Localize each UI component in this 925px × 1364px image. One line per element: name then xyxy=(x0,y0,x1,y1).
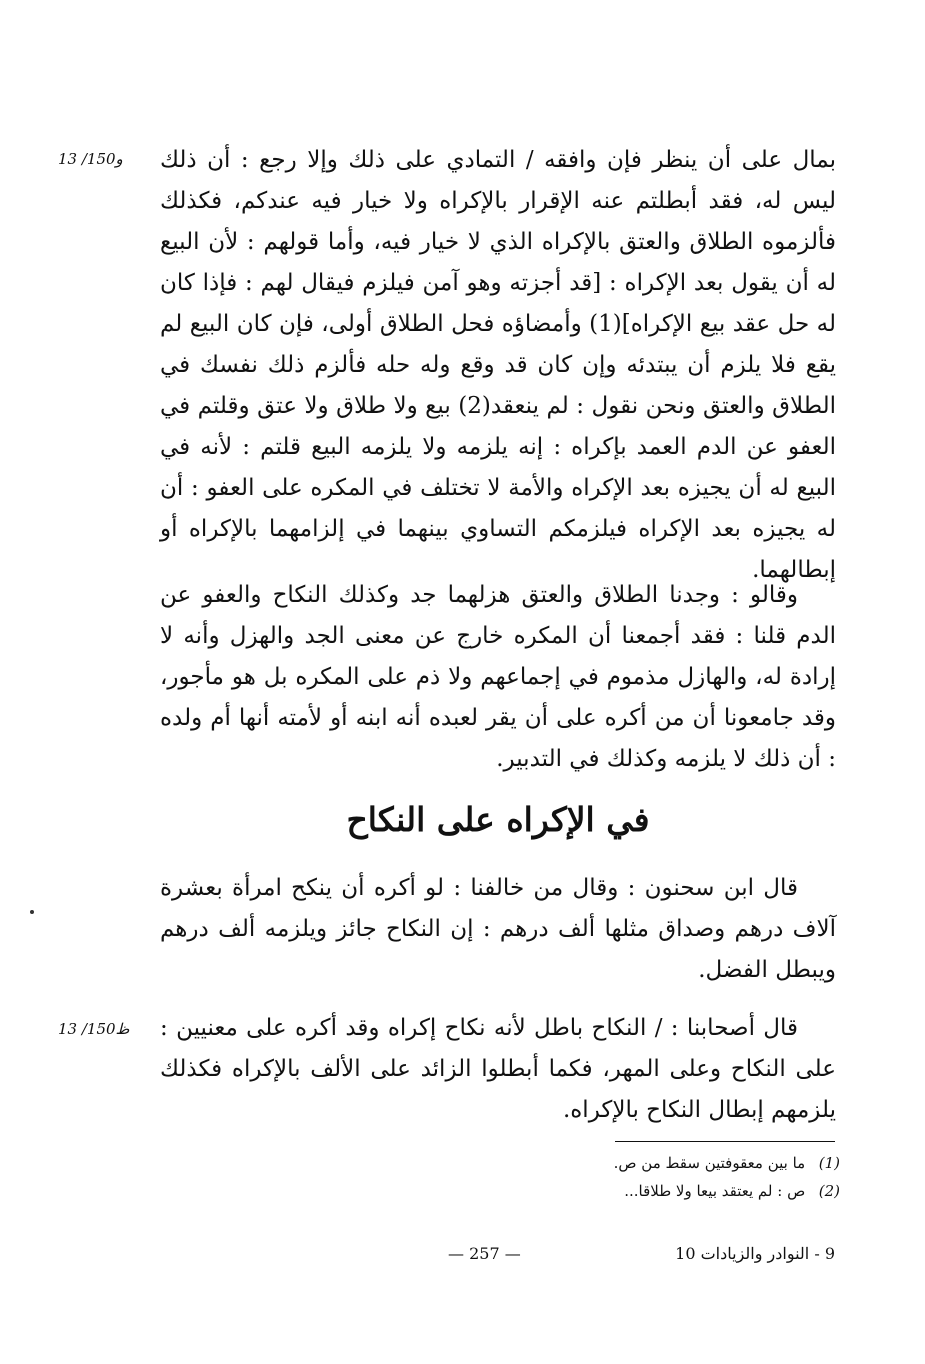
paragraph-1-block xyxy=(160,140,836,591)
paragraph-3: قال ابن سحنون : وقال من خالفنا : لو أكره أن ينكح امرأة بعشرة آلاف درهم وصداق مثلها ألف درهم : إن النكاح جائز ويلزمه ألف درهم ويبطل الفضل. xyxy=(160,875,836,983)
margin-reference-2: 13 /150ظ xyxy=(58,1020,130,1038)
section-heading: في الإكراه على النكاح xyxy=(346,800,650,839)
footnote-1 xyxy=(430,1152,840,1174)
footnote-2-text: ص : لم يعتقد بيعا ولا طلاقا... xyxy=(624,1182,806,1200)
margin-dot xyxy=(30,910,34,914)
footnote-2 xyxy=(430,1180,840,1202)
footnote-divider xyxy=(615,1141,835,1142)
footnote-1-text: ما بين معقوفتين سقط من ص. xyxy=(613,1154,806,1172)
footnote-2-number: (2) xyxy=(818,1182,840,1200)
footnote-1-number: (1) xyxy=(818,1154,840,1172)
paragraph-3-block xyxy=(160,868,836,991)
paragraph-1: بمال على أن ينظر فإن وافقه / التمادي على ذلك وإلا رجع : أن ذلك ليس له، فقد أبطلتم عنه الإقرار بالإكراه ولا خيار فيه عندكم، فكذلك فألزموه الطلاق والعتق بالإكراه الذي لا خيار فيه، وأما قولهم : لأن البيع له أن يقول بعد الإكراه : [قد أجزته وهو آمن فيلزم فيقال لهم : فإذا كان له حل عقد بيع الإكراه](1) وأمضاؤه فحل الطلاق أولى، فإن كان البيع لم يقع فلا يلزم أن يبتدئه وإن كان قد وقع وله حله فألزم ذلك نفسك في الطلاق والعتق ونحن نقول : لم ينعقد(2) بيع ولا طلاق ولا عتق وقلتم في العفو عن الدم العمد بإكراه : إنه يلزمه ولا يلزمه البيع قلتم : لأنه في البيع له أن يجيزه بعد الإكراه والأمة لا تختلف في المكره على العفو : أن له يجيزه بعد الإكراه فيلزمكم التساوي بينهما في إلزامهما بالإكراه أو إبطالهما. xyxy=(160,147,836,583)
page-number: — 257 — xyxy=(448,1244,521,1263)
paragraph-2: وقالو : وجدنا الطلاق والعتق هزلهما جد وكذلك النكاح والعفو عن الدم قلنا : فقد أجمعنا أن المكره خارج عن معنى الجد والهزل وأنه لا إرادة له، والهازل مذموم في إجماعهم ولا ذم على المكره بل هو مأجور، وقد جامعونا أن من أكره على أن يقر لعبده أنه ابنه أو لأمته أنها أم ولده : أن ذلك لا يلزمه وكذلك في التدبير. xyxy=(160,582,836,772)
paragraph-2-block xyxy=(160,575,836,780)
footer-label: 9 - النوادر والزيادات 10 xyxy=(675,1244,835,1263)
margin-reference-1: 13 /150و xyxy=(58,150,123,168)
paragraph-4-block xyxy=(160,1008,836,1131)
paragraph-4: قال أصحابنا : / النكاح باطل لأنه نكاح إكراه وقد أكره على معنيين : على النكاح وعلى المهر، فكما أبطلوا الزائد على الألف بالإكراه فكذلك يلزمهم إبطال النكاح بالإكراه. xyxy=(160,1015,836,1123)
